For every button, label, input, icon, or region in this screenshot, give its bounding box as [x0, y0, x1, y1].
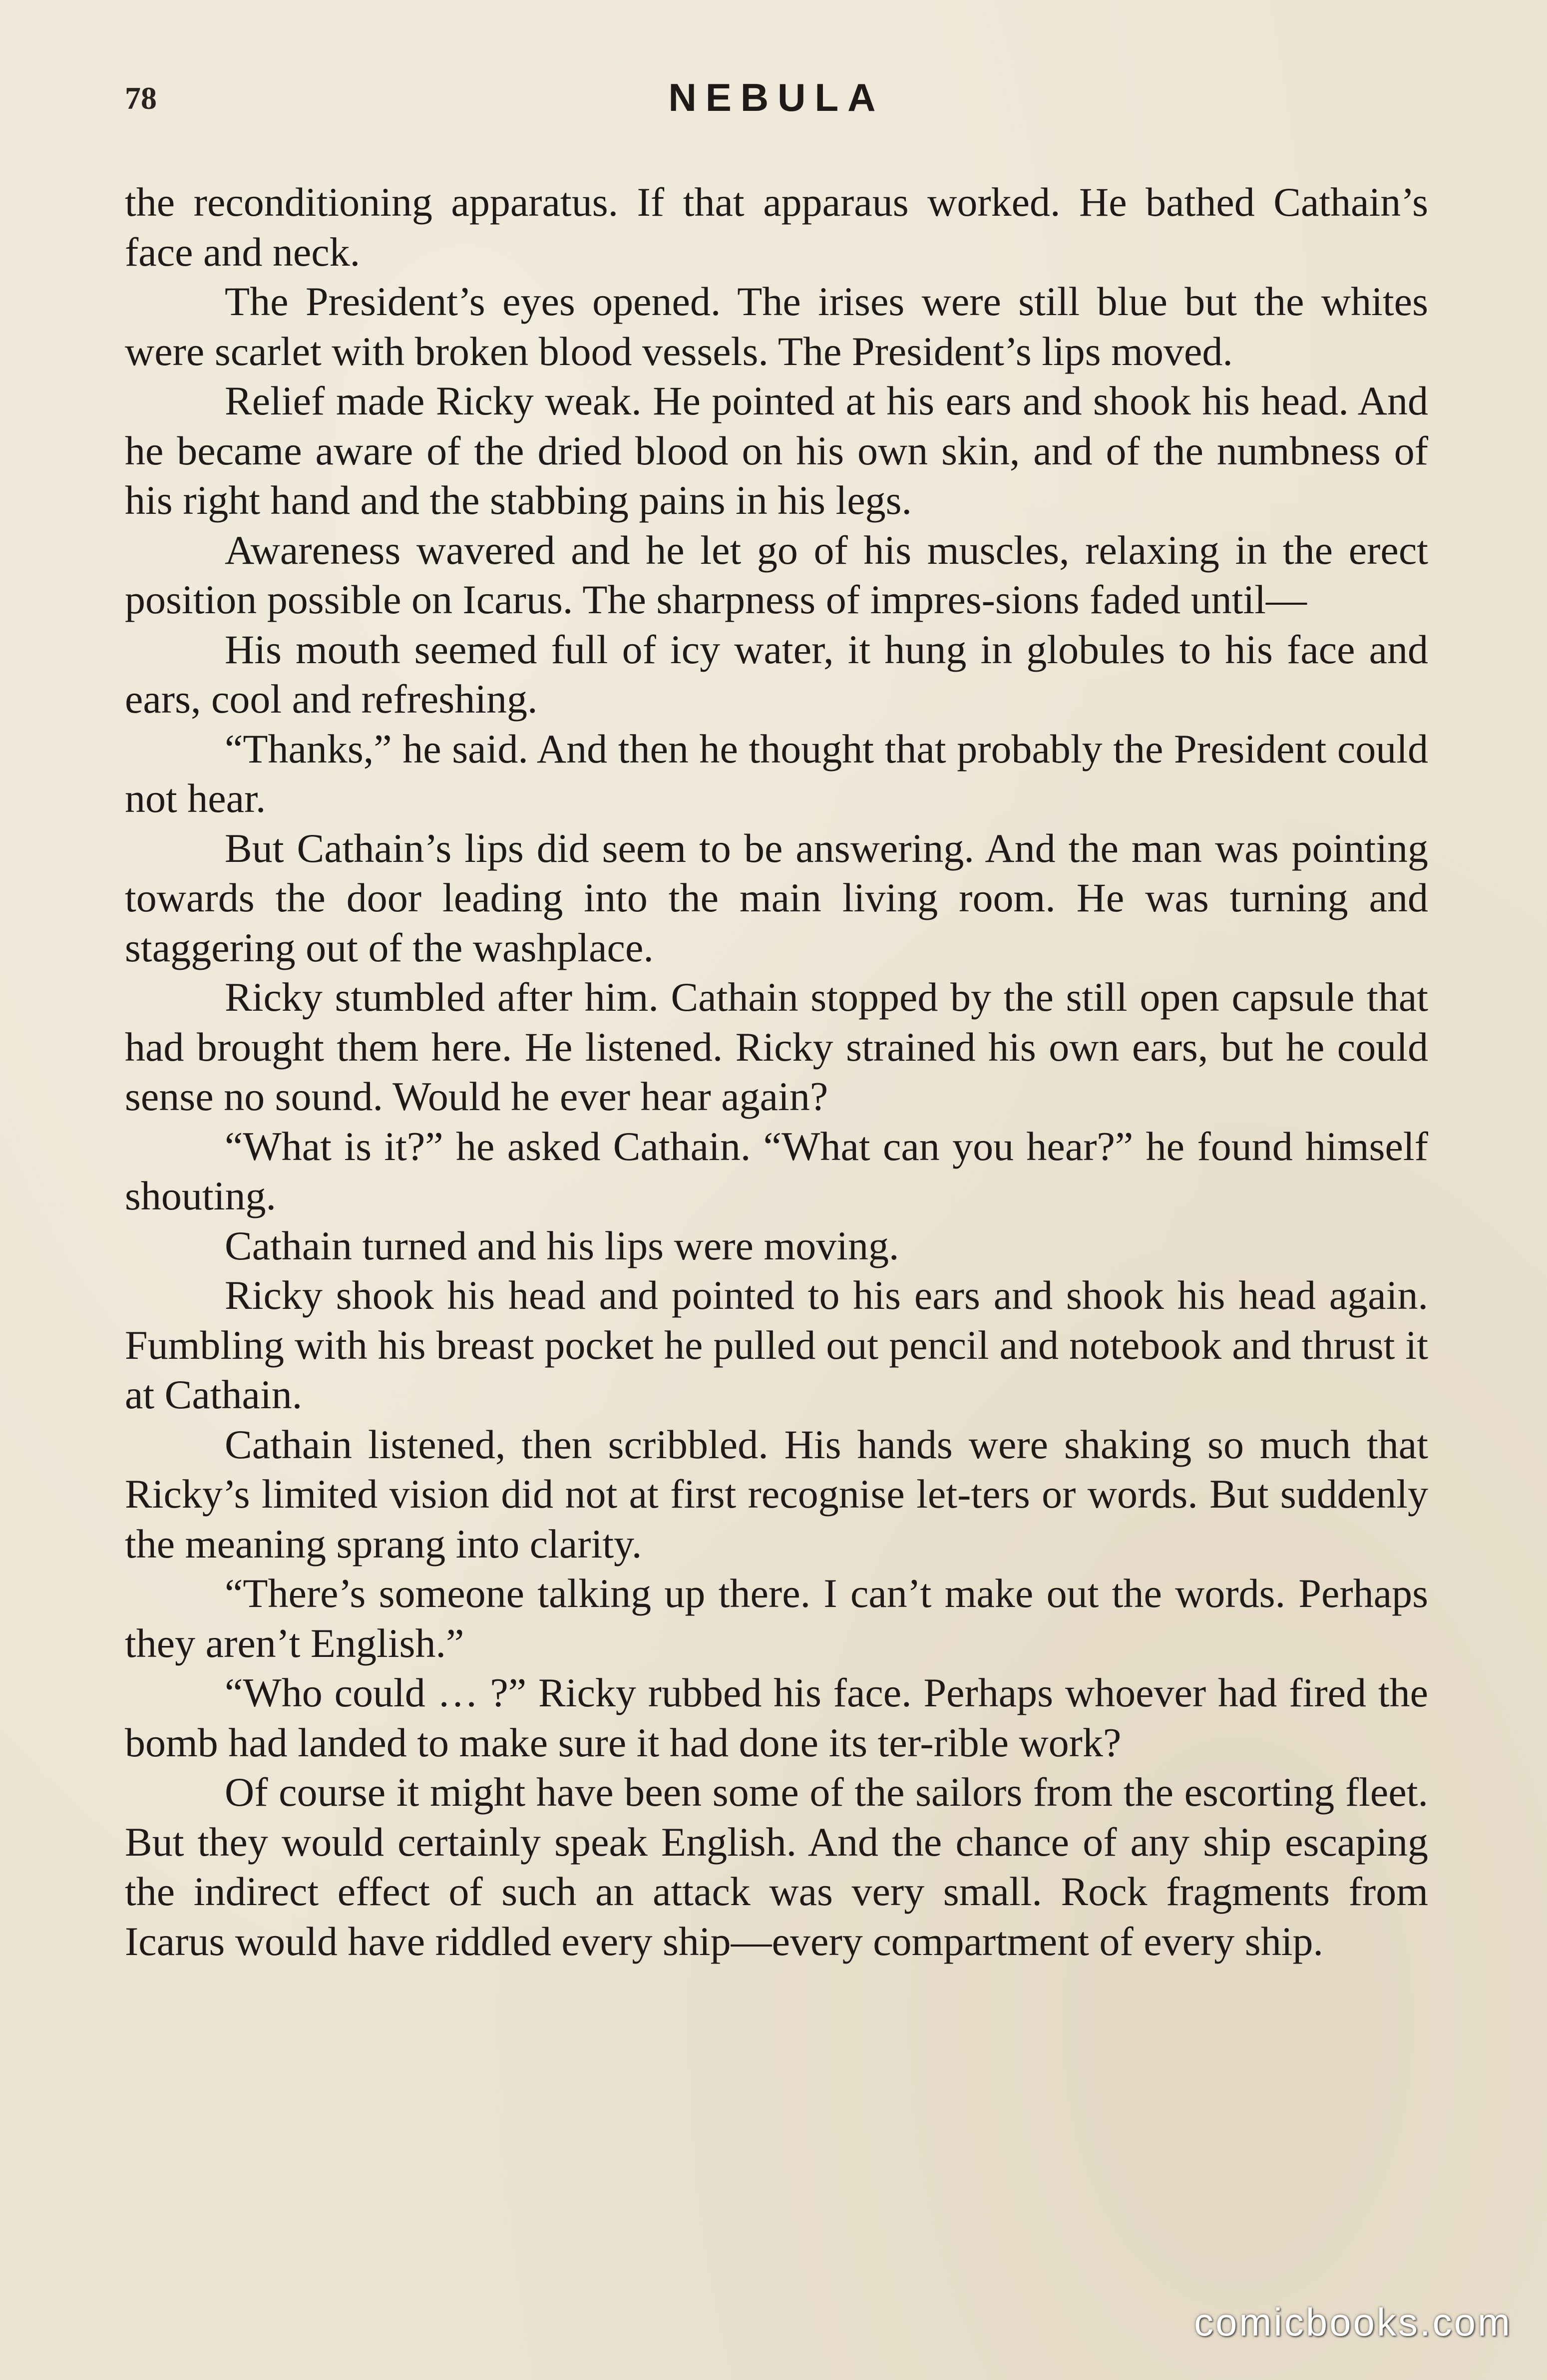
journal-title: NEBULA — [668, 75, 885, 119]
paragraph: But Cathain’s lips did seem to be answering. And the man was pointing towards the door leading into the main living room. He was turning and staggering out of the washplace. — [125, 825, 1428, 970]
paragraph: “There’s someone talking up there. I can’t make out the words. Perhaps they aren’t English.” — [125, 1571, 1428, 1666]
paragraph: Cathain turned and his lips were moving. — [225, 1222, 899, 1268]
paragraph: Of course it might have been some of the sailors from the escorting fleet. But they would certainly speak English. And the chance of any ship escaping the indirect effect of such an attack was very small. Rock fragments from Icarus would have riddled every ship—every compartment of every ship. — [125, 1769, 1428, 1964]
paragraph: The President’s eyes opened. The irises were still blue but the whites were scarlet with broken blood vessels. The President’s lips moved. — [125, 279, 1428, 374]
watermark: comicbooks.com — [1194, 2300, 1512, 2344]
paragraph: Ricky stumbled after him. Cathain stopped by the still open capsule that had brought them here. He listened. Ricky strained his own ears, but he could sense no sound. Would he ever hear again? — [125, 974, 1428, 1119]
paragraph: the reconditioning apparatus. If that apparaus worked. He bathed Cathain’s face and neck. — [125, 179, 1428, 275]
body-text — [125, 177, 1428, 1966]
paragraph: “Thanks,” he said. And then he thought that probably the President could not hear. — [125, 726, 1428, 821]
paragraph: Relief made Ricky weak. He pointed at his ears and shook his head. And he became aware of the dried blood on his own skin, and of the numbness of his right hand and the stabbing pains in his legs. — [125, 378, 1428, 523]
paragraph: His mouth seemed full of icy water, it hung in globules to his face and ears, cool and refreshing. — [125, 626, 1428, 722]
page-number: 78 — [125, 80, 157, 116]
paragraph: Cathain listened, then scribbled. His hands were shaking so much that Ricky’s limited vision did not at first recognise let-ters or words. But suddenly the meaning sprang into clarity. — [125, 1421, 1428, 1567]
paragraph: “Who could … ?” Ricky rubbed his face. Perhaps whoever had fired the bomb had landed to make sure it had done its ter-rible work? — [125, 1670, 1428, 1765]
running-head — [125, 75, 1428, 130]
paragraph: Ricky shook his head and pointed to his ears and shook his head again. Fumbling with his breast pocket he pulled out pencil and notebook and thrust it at Cathain. — [125, 1272, 1428, 1417]
paragraph: “What is it?” he asked Cathain. “What can you hear?” he found himself shouting. — [125, 1123, 1428, 1218]
paragraph: Awareness wavered and he let go of his muscles, relaxing in the erect position possible on Icarus. The sharpness of impres-sions faded until— — [125, 527, 1428, 622]
